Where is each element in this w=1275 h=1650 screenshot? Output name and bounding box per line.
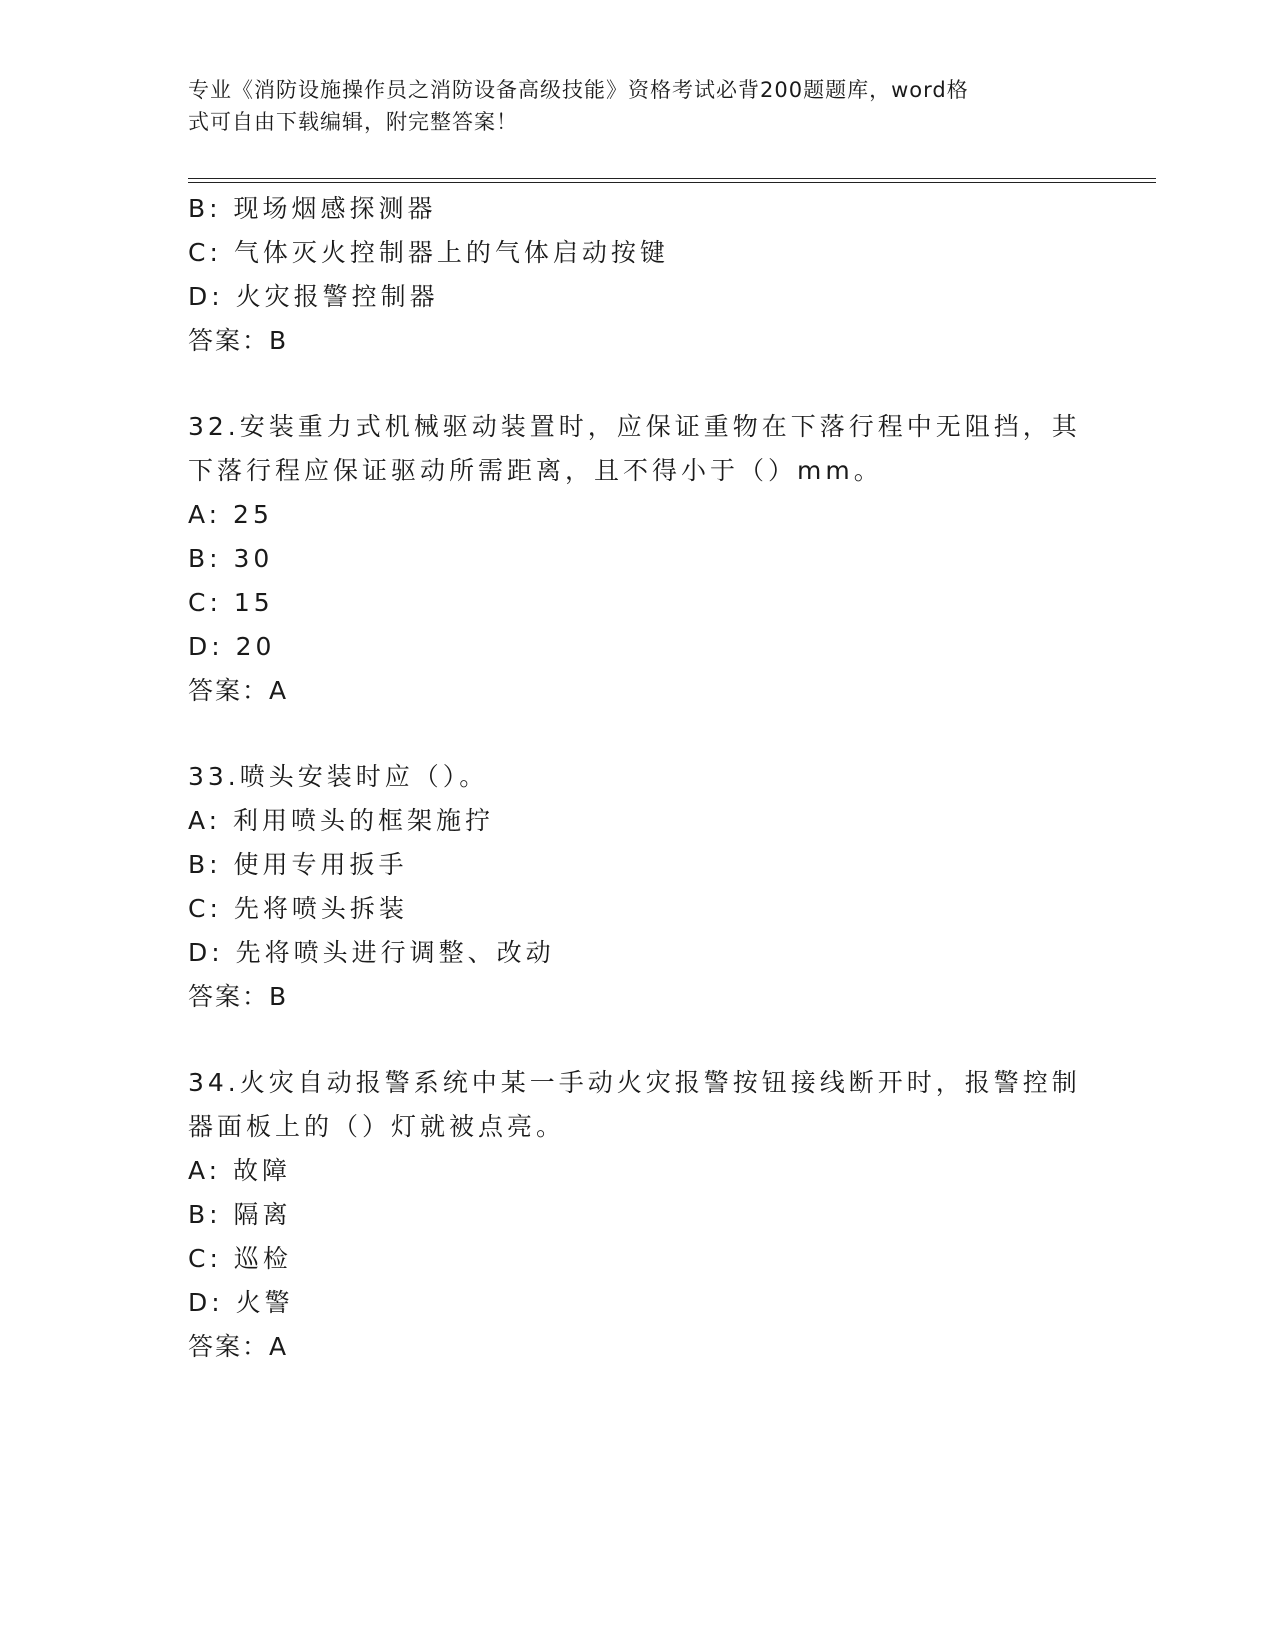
- q32-stem-line-2: 下落行程应保证驱动所需距离，且不得小于（）mm。: [188, 456, 883, 485]
- q32-answer: 答案：A: [188, 676, 289, 705]
- q32-stem-line-1: 32.安装重力式机械驱动装置时，应保证重物在下落行程中无阻挡，其: [188, 412, 1081, 441]
- q34-option-b: B: 隔离: [188, 1200, 292, 1229]
- q34-stem-line-2: 器面板上的（）灯就被点亮。: [188, 1112, 566, 1141]
- q33-option-c: C: 先将喷头拆装: [188, 894, 408, 923]
- q34-option-d: D: 火警: [188, 1288, 294, 1317]
- q33-option-a: A: 利用喷头的框架施拧: [188, 806, 495, 835]
- q34-answer: 答案：A: [188, 1332, 289, 1361]
- q31-answer: 答案：B: [188, 326, 289, 355]
- q34-stem-line-1: 34.火灾自动报警系统中某一手动火灾报警按钮接线断开时，报警控制: [188, 1068, 1081, 1097]
- q31-option-d: D: 火灾报警控制器: [188, 282, 439, 311]
- q32-option-c: C: 15: [188, 588, 274, 617]
- header-line-2: 式可自由下载编辑，附完整答案！: [188, 110, 518, 134]
- q31-option-c: C: 气体灭火控制器上的气体启动按键: [188, 238, 669, 267]
- q34-option-c: C: 巡检: [188, 1244, 292, 1273]
- q34-option-a: A: 故障: [188, 1156, 292, 1185]
- header-divider-top: [188, 178, 1156, 179]
- q33-option-d: D: 先将喷头进行调整、改动: [188, 938, 555, 967]
- q33-option-b: B: 使用专用扳手: [188, 850, 408, 879]
- document-header: [188, 74, 1068, 138]
- q32-option-a: A: 25: [188, 500, 273, 529]
- header-line-1: 专业《消防设施操作员之消防设备高级技能》资格考试必背200题题库，word格: [188, 78, 969, 102]
- q32-option-d: D: 20: [188, 632, 276, 661]
- q31-option-b: B: 现场烟感探测器: [188, 194, 437, 223]
- q33-answer: 答案：B: [188, 982, 289, 1011]
- header-divider-bottom: [188, 182, 1156, 183]
- q32-option-b: B: 30: [188, 544, 274, 573]
- q33-stem-line-1: 33.喷头安装时应（）。: [188, 762, 489, 791]
